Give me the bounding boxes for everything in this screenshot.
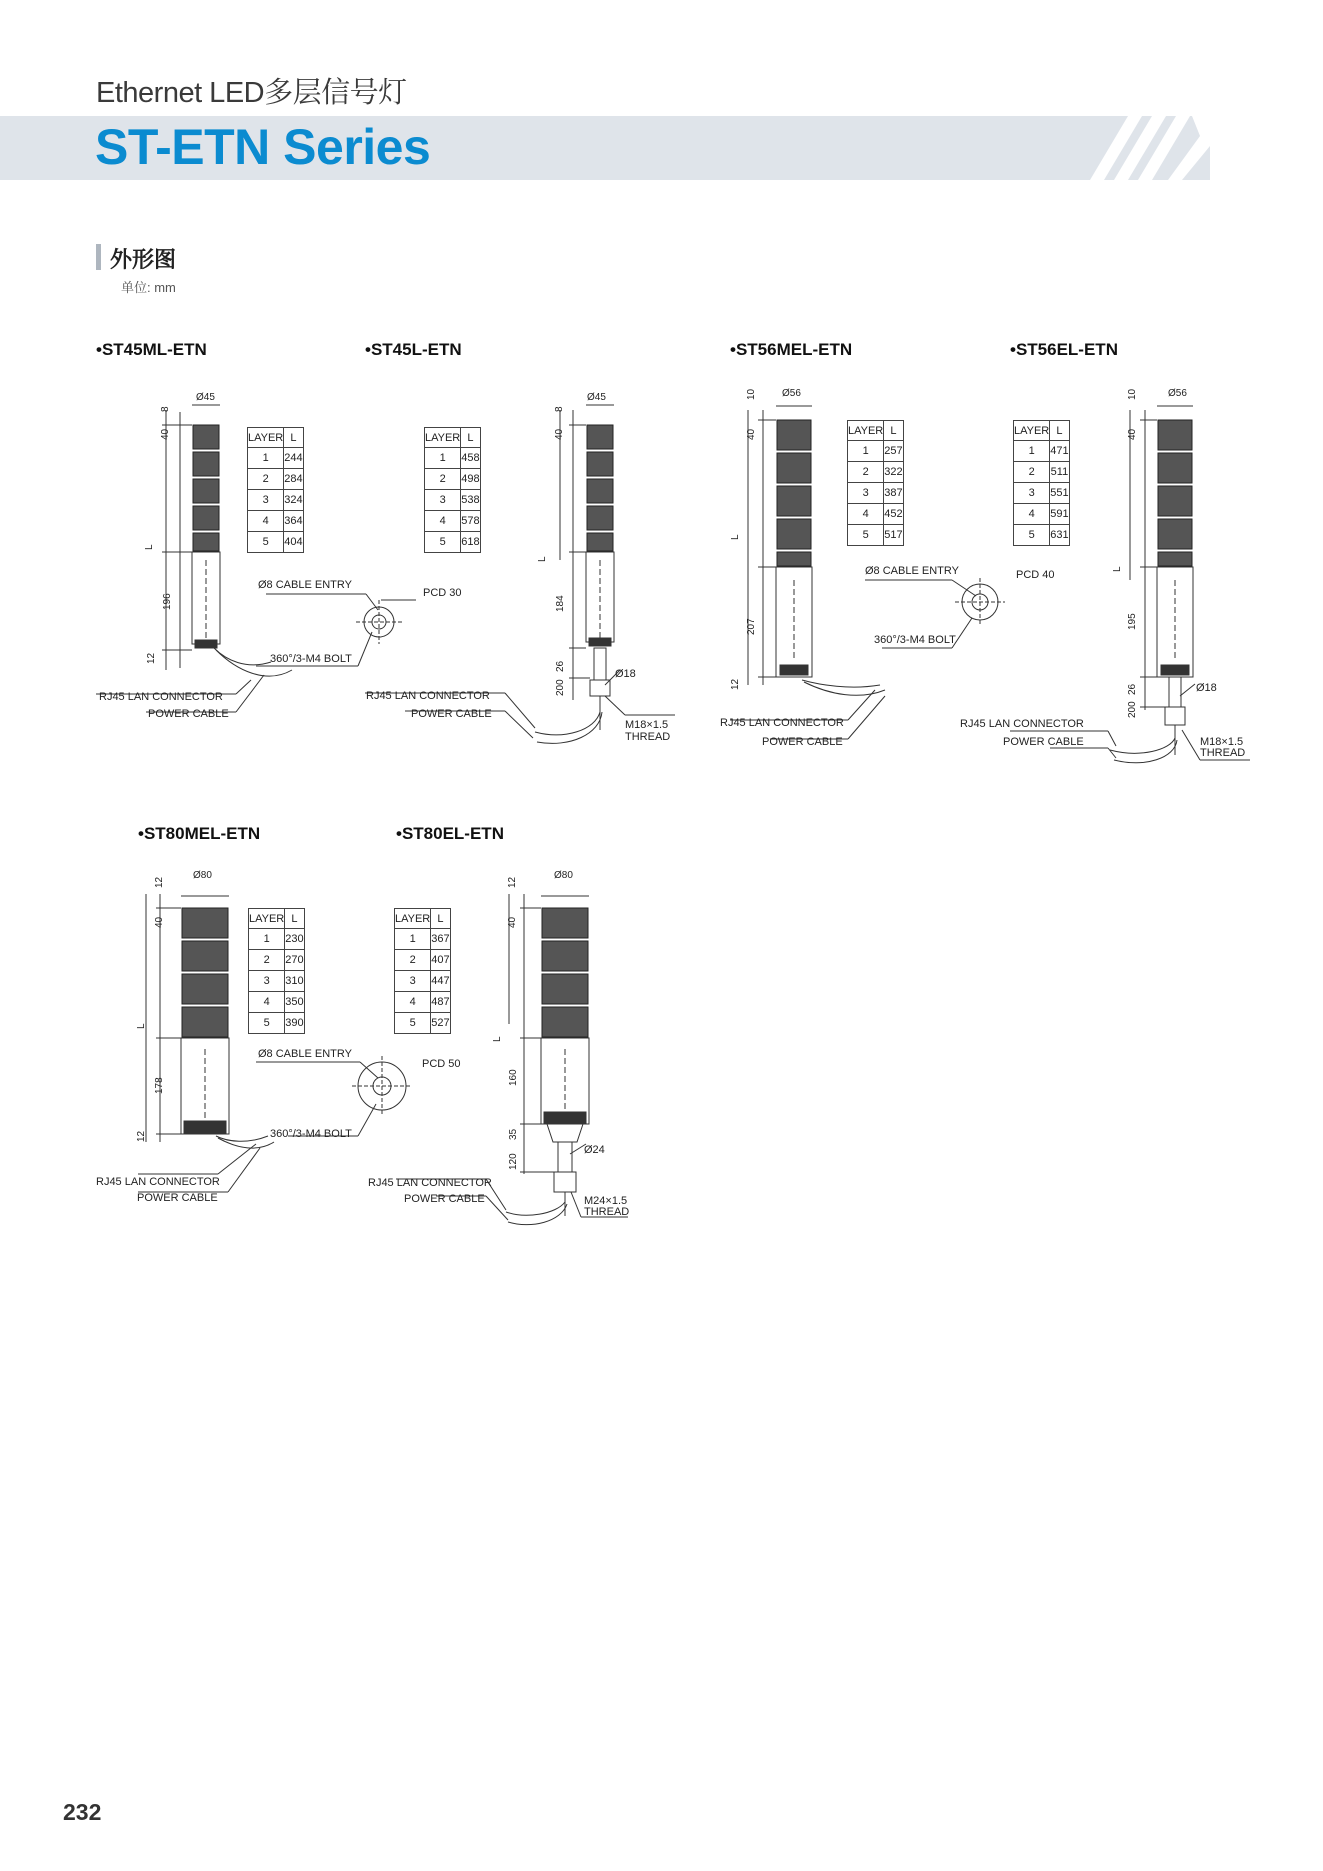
model-name: •ST56EL-ETN	[1010, 340, 1118, 359]
svg-text:L: L	[492, 1036, 503, 1042]
svg-text:200: 200	[555, 679, 566, 696]
svg-text:12: 12	[507, 876, 518, 888]
svg-text:12: 12	[146, 652, 157, 664]
svg-text:PCD 50: PCD 50	[422, 1058, 461, 1070]
svg-text:Ø56: Ø56	[1168, 388, 1187, 399]
section-title: 外形图	[110, 247, 177, 272]
svg-text:360°/3-M4 BOLT: 360°/3-M4 BOLT	[874, 634, 956, 646]
svg-text:PCD 40: PCD 40	[1016, 569, 1055, 581]
svg-text:8: 8	[554, 406, 565, 412]
svg-text:RJ45 LAN CONNECTOR: RJ45 LAN CONNECTOR	[99, 691, 223, 703]
svg-text:360°/3-M4 BOLT: 360°/3-M4 BOLT	[270, 1128, 352, 1140]
svg-text:40: 40	[154, 916, 165, 928]
section-marker	[96, 244, 101, 270]
layer-length-table: LAYER L 1 230 2 270 3 310 4 350 5 390	[248, 908, 305, 1034]
svg-text:POWER CABLE: POWER CABLE	[137, 1192, 218, 1204]
svg-text:12: 12	[730, 678, 741, 690]
model-name: •ST45ML-ETN	[96, 340, 207, 359]
svg-text:207: 207	[746, 618, 757, 635]
svg-text:POWER CABLE: POWER CABLE	[762, 736, 843, 748]
svg-text:40: 40	[507, 916, 518, 928]
unit-note: 单位: mm	[121, 280, 176, 295]
svg-text:THREAD: THREAD	[1200, 747, 1246, 759]
svg-text:M24×1.5: M24×1.5	[584, 1195, 628, 1207]
model-name: •ST80EL-ETN	[396, 824, 504, 843]
svg-text:12: 12	[136, 1130, 147, 1142]
svg-text:Ø45: Ø45	[587, 392, 606, 403]
svg-text:THREAD: THREAD	[625, 731, 671, 743]
svg-text:RJ45 LAN CONNECTOR: RJ45 LAN CONNECTOR	[368, 1177, 492, 1189]
svg-text:196: 196	[162, 593, 173, 610]
svg-text:RJ45 LAN CONNECTOR: RJ45 LAN CONNECTOR	[720, 717, 844, 729]
svg-text:L: L	[730, 534, 741, 540]
svg-text:178: 178	[154, 1077, 165, 1094]
svg-text:Ø56: Ø56	[782, 388, 801, 399]
svg-text:M18×1.5: M18×1.5	[1200, 736, 1244, 748]
dimension-drawing	[960, 340, 1290, 770]
svg-text:POWER CABLE: POWER CABLE	[404, 1193, 485, 1205]
svg-text:THREAD: THREAD	[584, 1206, 630, 1218]
svg-text:L: L	[136, 1023, 147, 1029]
svg-text:L: L	[1112, 566, 1123, 572]
svg-text:POWER CABLE: POWER CABLE	[148, 708, 229, 720]
svg-text:195: 195	[1127, 613, 1138, 630]
svg-text:184: 184	[555, 595, 566, 612]
layer-length-table: LAYER L 1 367 2 407 3 447 4 487 5 527	[394, 908, 451, 1034]
svg-text:40: 40	[160, 428, 171, 440]
svg-text:40: 40	[1127, 428, 1138, 440]
svg-text:Ø18: Ø18	[1196, 682, 1217, 694]
svg-text:360°/3-M4 BOLT: 360°/3-M4 BOLT	[270, 653, 352, 665]
svg-text:M18×1.5: M18×1.5	[625, 719, 669, 731]
series-title: ST-ETN Series	[95, 119, 431, 175]
svg-text:12: 12	[154, 876, 165, 888]
svg-text:RJ45 LAN CONNECTOR: RJ45 LAN CONNECTOR	[960, 718, 1084, 730]
svg-text:35: 35	[508, 1128, 519, 1140]
svg-text:Ø8 CABLE ENTRY: Ø8 CABLE ENTRY	[865, 565, 959, 577]
catalog-subtitle: Ethernet LED多层信号灯	[96, 77, 407, 109]
svg-text:Ø18: Ø18	[615, 668, 636, 680]
model-name: •ST80MEL-ETN	[138, 824, 261, 843]
svg-text:Ø80: Ø80	[554, 870, 573, 881]
svg-text:26: 26	[1127, 683, 1138, 695]
svg-text:40: 40	[746, 428, 757, 440]
svg-text:10: 10	[1127, 388, 1138, 400]
svg-text:POWER CABLE: POWER CABLE	[1003, 736, 1084, 748]
svg-text:Ø8 CABLE ENTRY: Ø8 CABLE ENTRY	[258, 1048, 352, 1060]
layer-length-table: LAYER L 1 458 2 498 3 538 4 578 5 618	[424, 427, 481, 553]
svg-text:RJ45 LAN CONNECTOR: RJ45 LAN CONNECTOR	[96, 1176, 220, 1188]
banner-decoration-stripes	[1080, 116, 1210, 180]
svg-text:160: 160	[508, 1069, 519, 1086]
svg-text:8: 8	[160, 406, 171, 412]
svg-text:26: 26	[555, 660, 566, 672]
svg-text:Ø80: Ø80	[193, 870, 212, 881]
layer-length-table: LAYER L 1 244 2 284 3 324 4 364 5 404	[247, 427, 304, 553]
layer-length-table: LAYER L 1 471 2 511 3 551 4 591 5 631	[1013, 420, 1070, 546]
svg-text:L: L	[537, 556, 548, 562]
svg-text:Ø24: Ø24	[584, 1144, 605, 1156]
dimension-drawing	[365, 340, 695, 750]
svg-text:PCD 30: PCD 30	[423, 587, 462, 599]
svg-text:RJ45 LAN CONNECTOR: RJ45 LAN CONNECTOR	[366, 690, 490, 702]
svg-text:200: 200	[1127, 701, 1138, 718]
svg-text:POWER CABLE: POWER CABLE	[411, 708, 492, 720]
svg-text:Ø8 CABLE ENTRY: Ø8 CABLE ENTRY	[258, 579, 352, 591]
model-name: •ST45L-ETN	[365, 340, 462, 359]
svg-text:120: 120	[508, 1153, 519, 1170]
svg-text:40: 40	[554, 428, 565, 440]
svg-text:10: 10	[746, 388, 757, 400]
svg-text:Ø45: Ø45	[196, 392, 215, 403]
page-number: 232	[63, 1799, 102, 1825]
svg-text:L: L	[144, 544, 155, 550]
model-name: •ST56MEL-ETN	[730, 340, 853, 359]
layer-length-table: LAYER L 1 257 2 322 3 387 4 452 5 517	[847, 420, 904, 546]
